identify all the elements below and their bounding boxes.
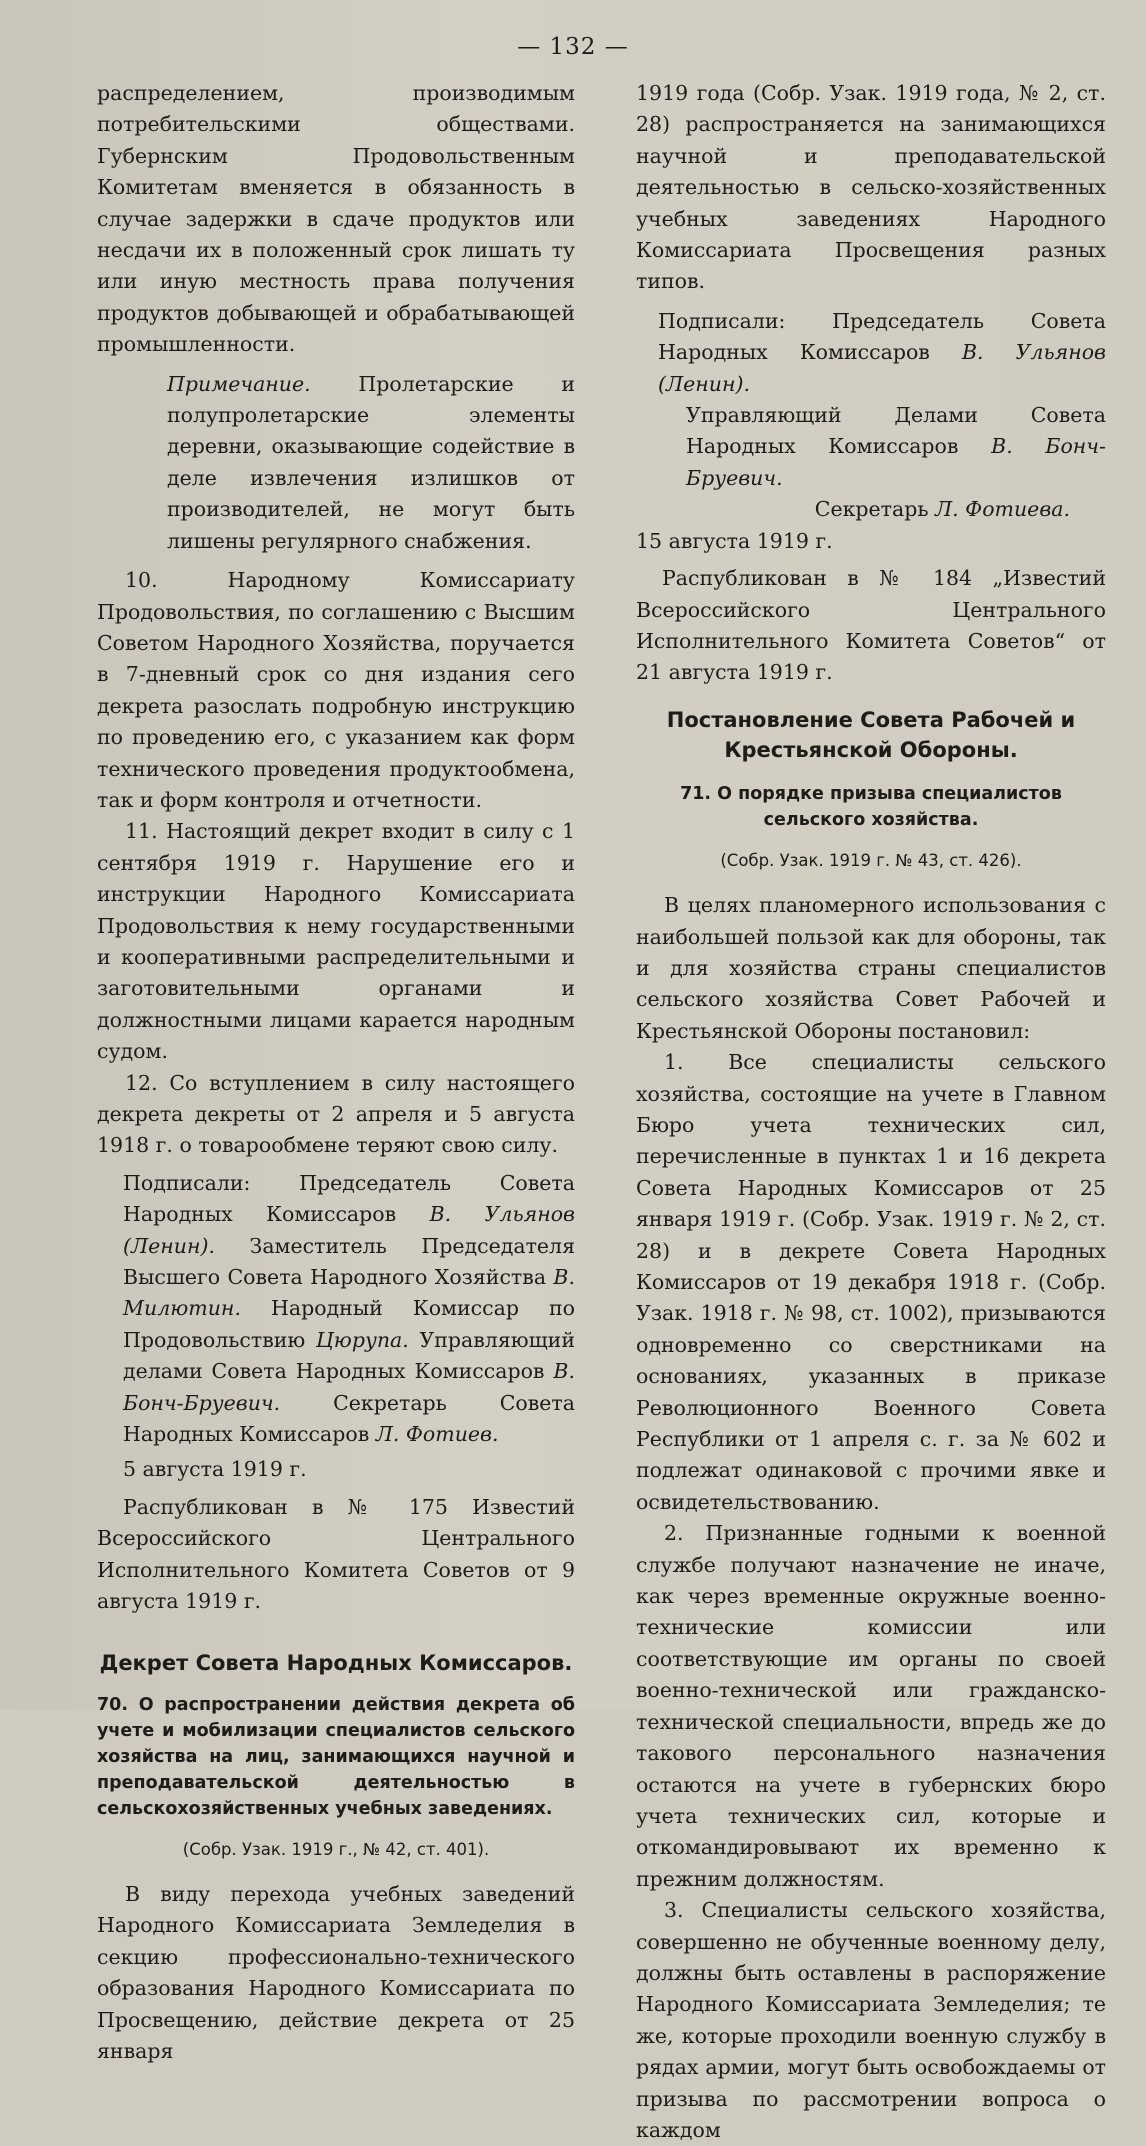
sig-r3-name: Л. Фотиева. xyxy=(935,497,1070,522)
right-signature-2 xyxy=(636,400,1106,494)
item-70-title: 70. О распространении действия декрета об учете и мобилизации специалистов сельского хозяйства на лиц, занимающихся научной и преподавательской деятельностью в сельскохозяйственных учебных заведениях. xyxy=(97,1694,575,1819)
right-section-title: Постановление Совета Рабочей и Крестьянской Обороны. xyxy=(666,707,1076,762)
right-signature-1 xyxy=(636,306,1106,400)
item-71-intro: В целях планомерного использования с наибольшей пользой как для обороны, так и для хозяйства страны специалистов сельского хозяйства Совет Рабочей и Крестьянской Обороны постановил: xyxy=(636,893,1106,1043)
right-publication-note: Распубликован в № 184 „Известий Всероссийского Центрального Исполнительного Комитета Советов“ от 21 августа 1919 г. xyxy=(636,566,1106,685)
item-71-paragraph-2: 2. Признанные годными к военной службе получают назначение не иначе, как через временные окружные военно-технические комиссии или соответствующие им органы по своей военно-технической или гражданско-технической специальности, впредь же до такового персонального назначения остаются на учете в губернских бюро учета технических сил, которые и откомандировывают их временно к прежним должностям. xyxy=(636,1521,1106,1891)
sig-name-4: В. Бонч-Бруевич. xyxy=(123,1359,575,1415)
right-date: 15 августа 1919 г. xyxy=(636,528,833,553)
section-title: Декрет Совета Народных Комиссаров. xyxy=(99,1650,573,1675)
sig-name-5: Л. Фотиев. xyxy=(375,1422,499,1447)
paragraph-11: 11. Настоящий декрет входит в силу с 1 сентября 1919 г. Нарушение его и инструкции Народного Комиссариата Продовольствия к нему государственными и кооперативными распределительными и заготовительными органами и должностными лицами карается народным судом. xyxy=(97,819,575,1064)
item-71-paragraph-3: 3. Специалисты сельского хозяйства, совершенно не обученные военному делу, должны быть оставлены в распоряжение Народного Комиссариата Земледелия; те же, которые проходили военную службу в рядах армии, могут быть освобождаемы от призыва по рассмотрении вопроса о каждом xyxy=(636,1898,1106,2142)
item-70-continuation: 1919 года (Собр. Узак. 1919 года, № 2, ст. 28) распространяется на занимающихся научной и преподавательской деятельностью в сельско-хозяйственных учебных заведениях Народного Комиссариата Просвещения разных типов. xyxy=(636,81,1106,294)
right-signature-3 xyxy=(636,494,1106,525)
item-71-title: 71. О порядке призыва специалистов сельского хозяйства. xyxy=(680,783,1062,830)
sig-text-1: Подписали: Председатель Совета Народных Комиссаров xyxy=(123,1170,575,1227)
sig-text-2: Заместитель Председателя Высшего Совета Народного Хозяйства xyxy=(123,1233,575,1290)
sig-name-3: Цюрупа. xyxy=(315,1327,409,1352)
decree-date: 5 августа 1919 г. xyxy=(123,1457,307,1482)
paragraph-10: 10. Народному Комиссариату Продовольствия, по соглашению с Высшим Советом Народного Хозяйства, поручается в 7-дневный срок со дня издания сего декрета разослать подробную инструкцию по проведению его, с указанием как форм технического проведения продуктообмена, так и форм контроля и отчетности. xyxy=(97,568,575,812)
sig-name-2: В. Милютин. xyxy=(123,1265,575,1321)
paragraph-continuation: распределением, производимым потребительскими обществами. Губернским Продовольственным Комитетам вменяется в обязанность в случае задержки в сдаче продуктов или несдачи их в положенный срок лишать ту или иную местность права получения продуктов добывающей и обрабатывающей промышленности. xyxy=(97,81,575,357)
page-number: — 132 — xyxy=(517,34,629,60)
sig-text-5: Секретарь Совета Народных Комиссаров xyxy=(123,1390,575,1447)
item-70-text: В виду перехода учебных заведений Народного Комиссариата Земледелия в секцию профессионально-технического образования Народного Комиссариата по Просвещению, действие декрета от 25 января xyxy=(97,1881,575,2063)
note xyxy=(97,369,575,557)
sig-r3-text: Секретарь xyxy=(814,497,936,522)
note-label: Примечание. xyxy=(167,371,311,396)
sig-r1-name: В. Ульянов (Ленин). xyxy=(658,340,1106,396)
right-column xyxy=(636,78,1106,2146)
item-71-source: (Собр. Узак. 1919 г. № 43, ст. 426). xyxy=(720,850,1022,870)
item-70-source: (Собр. Узак. 1919 г., № 42, ст. 401). xyxy=(182,1839,490,1859)
paragraph-12: 12. Со вступлением в силу настоящего декрета декреты от 2 апреля и 5 августа 1918 г. о товарообмене теряют свою силу. xyxy=(97,1070,575,1158)
sig-r2-text: Управляющий Делами Совета Народных Комиссаров xyxy=(686,403,1106,459)
sig-r2-name: В. Бонч-Бруевич. xyxy=(686,434,1106,490)
sig-r1-text: Подписали: Председатель Совета Народных Комиссаров xyxy=(658,308,1106,365)
signatures-block xyxy=(97,1168,575,1451)
sig-name-1: В. Ульянов (Ленин). xyxy=(123,1202,575,1258)
item-71-paragraph-1: 1. Все специалисты сельского хозяйства, состоящие на учете в Главном Бюро учета технических сил, перечисленные в пунктах 1 и 16 декрета Совета Народных Комиссаров от 25 января 1919 г. (Собр. Узак. 1919 г. № 2, ст. 28) и в декрете Совета Народных Комиссаров от 19 декабря 1918 г. (Собр. Узак. 1918 г. № 98, ст. 1002), призываются одновременно со сверстниками на основаниях, указанных в приказе Революционного Военного Совета Республики от 1 апреля с. г. за № 602 и подлежат одинаковой с прочими явке и освидетельствованию. xyxy=(636,1050,1106,1514)
sig-text-3: Народный Комиссар по Продовольствию xyxy=(123,1296,575,1352)
note-text: Пролетарские и полупролетарские элементы деревни, оказывающие содействие в деле извлечения излишков от производителей, не могут быть лишены регулярного снабжения. xyxy=(167,371,575,553)
sig-text-4: Управляющий делами Совета Народных Комиссаров xyxy=(123,1327,575,1384)
left-column xyxy=(97,78,575,2067)
publication-note: Распубликован в № 175 Известий Всероссийского Центрального Исполнительного Комитета Советов от 9 августа 1919 г. xyxy=(97,1494,575,1614)
